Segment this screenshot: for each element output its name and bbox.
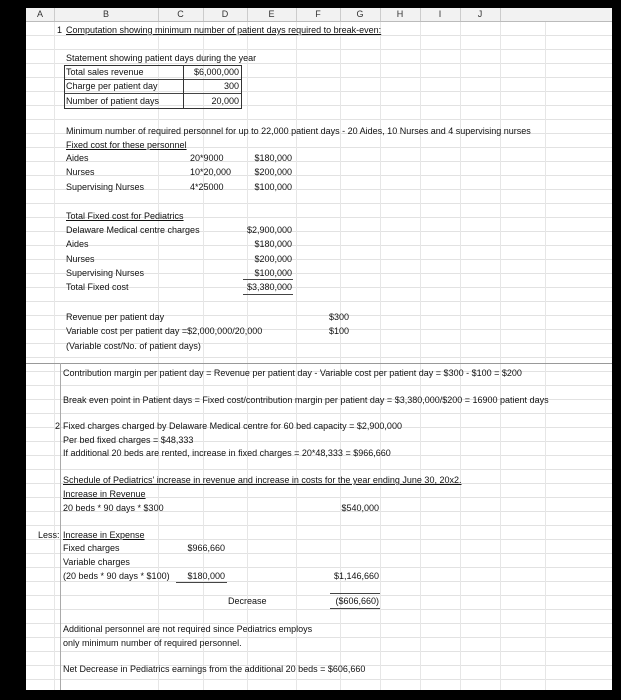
schedule-title: Schedule of Pediatrics' increase in revenue and increase in costs for the year ending June 30, 20x2.	[63, 475, 462, 485]
section2-line: Fixed charges charged by Delaware Medical centre for 60 bed capacity = $2,900,000	[63, 421, 402, 431]
revenue-total: $540,000	[341, 503, 379, 513]
statement-label: Number of patient days	[66, 96, 160, 106]
statement-label: Charge per patient day	[66, 81, 158, 91]
column-header[interactable]: F	[296, 8, 341, 21]
increase-expense-title: Increase in Expense	[63, 530, 145, 540]
net-decrease: Net Decrease in Pediatrics earnings from the additional 20 beds = $606,660	[63, 664, 366, 674]
statement-label: Total sales revenue	[66, 67, 144, 77]
section-number: 1	[57, 25, 63, 35]
column-headers	[26, 8, 612, 22]
column-header[interactable]: A	[26, 8, 55, 21]
section2-line: Per bed fixed charges = $48,333	[63, 435, 194, 445]
column-header[interactable]: J	[460, 8, 501, 21]
fixed-cost-label: Aides	[66, 153, 89, 163]
variable-charges-value: $180,000	[187, 571, 225, 581]
column-header[interactable]: I	[420, 8, 461, 21]
section2-line: If additional 20 beds are rented, increase in fixed charges = 20*48,333 = $966,660	[63, 448, 391, 458]
total-fixed-label: Total Fixed cost	[66, 282, 129, 292]
variable-note: (Variable cost/No. of patient days)	[66, 341, 201, 351]
column-header[interactable]: G	[340, 8, 381, 21]
fixed-cost-calc: 20*9000	[190, 153, 224, 163]
column-header[interactable]: H	[380, 8, 421, 21]
column-header[interactable]: B	[54, 8, 159, 21]
total-fixed-title: Total Fixed cost for Pediatrics	[66, 211, 184, 221]
total-fixed-total: $3,380,000	[246, 282, 292, 292]
total-fixed-label: Aides	[66, 239, 89, 249]
fixed-cost-label: Nurses	[66, 167, 95, 177]
note-line: only minimum number of required personnel.	[63, 638, 242, 648]
fixed-charges-label: Fixed charges	[63, 543, 120, 553]
column-header[interactable]: E	[247, 8, 297, 21]
total-fixed-value: $180,000	[254, 239, 292, 249]
fixed-cost-value: $200,000	[254, 167, 292, 177]
fixed-cost-value: $180,000	[254, 153, 292, 163]
total-fixed-value: $200,000	[254, 254, 292, 264]
total-fixed-label: Nurses	[66, 254, 95, 264]
increase-revenue-title: Increase in Revenue	[63, 489, 146, 499]
decrease-label: Decrease	[228, 596, 267, 606]
statement-title: Statement showing patient days during the year	[66, 53, 257, 63]
fixed-charges-value: $966,660	[187, 543, 225, 553]
total-fixed-value: $100,000	[254, 268, 292, 278]
total-fixed-label: Supervising Nurses	[66, 268, 145, 278]
total-fixed-value: $2,900,000	[246, 225, 292, 235]
fixed-cost-title: Fixed cost for these personnel	[66, 140, 187, 150]
section-number: 2	[55, 421, 61, 431]
section-title: Computation showing minimum number of patient days required to break-even:	[66, 25, 382, 35]
column-header[interactable]: D	[203, 8, 248, 21]
break-even-point: Break even point in Patient days = Fixed cost/contribution margin per patient day = $3,380,000/$200 = 16900 patient days	[63, 395, 549, 405]
variable-label: Variable cost per patient day =$2,000,000/20,000	[66, 326, 263, 336]
variable-value: $100	[328, 326, 349, 336]
statement-value: $6,000,000	[193, 67, 239, 77]
personnel-note: Minimum number of required personnel for up to 22,000 patient days - 20 Aides, 10 Nurses and 4 supervising nurses	[66, 126, 531, 136]
variable-charges-calc: (20 beds * 90 days * $100)	[63, 571, 170, 581]
variable-charges-label: Variable charges	[63, 557, 130, 567]
note-line: Additional personnel are not required since Pediatrics employs	[63, 624, 313, 634]
revenue-value: $300	[328, 312, 349, 322]
statement-value: 300	[223, 81, 239, 91]
fixed-cost-label: Supervising Nurses	[66, 182, 145, 192]
less-label: Less:	[38, 530, 60, 540]
contribution-margin: Contribution margin per patient day = Revenue per patient day - Variable cost per patient day = $300 - $100 = $200	[63, 368, 522, 378]
revenue-calc: 20 beds * 90 days * $300	[63, 503, 164, 513]
column-header[interactable]: C	[158, 8, 204, 21]
fixed-cost-value: $100,000	[254, 182, 292, 192]
total-fixed-label: Delaware Medical centre charges	[66, 225, 200, 235]
fixed-cost-calc: 10*20,000	[190, 167, 232, 177]
fixed-cost-calc: 4*25000	[190, 182, 224, 192]
decrease-value: ($606,660)	[335, 596, 379, 606]
revenue-label: Revenue per patient day	[66, 312, 165, 322]
statement-value: 20,000	[211, 96, 239, 106]
expense-total: $1,146,660	[333, 571, 379, 581]
